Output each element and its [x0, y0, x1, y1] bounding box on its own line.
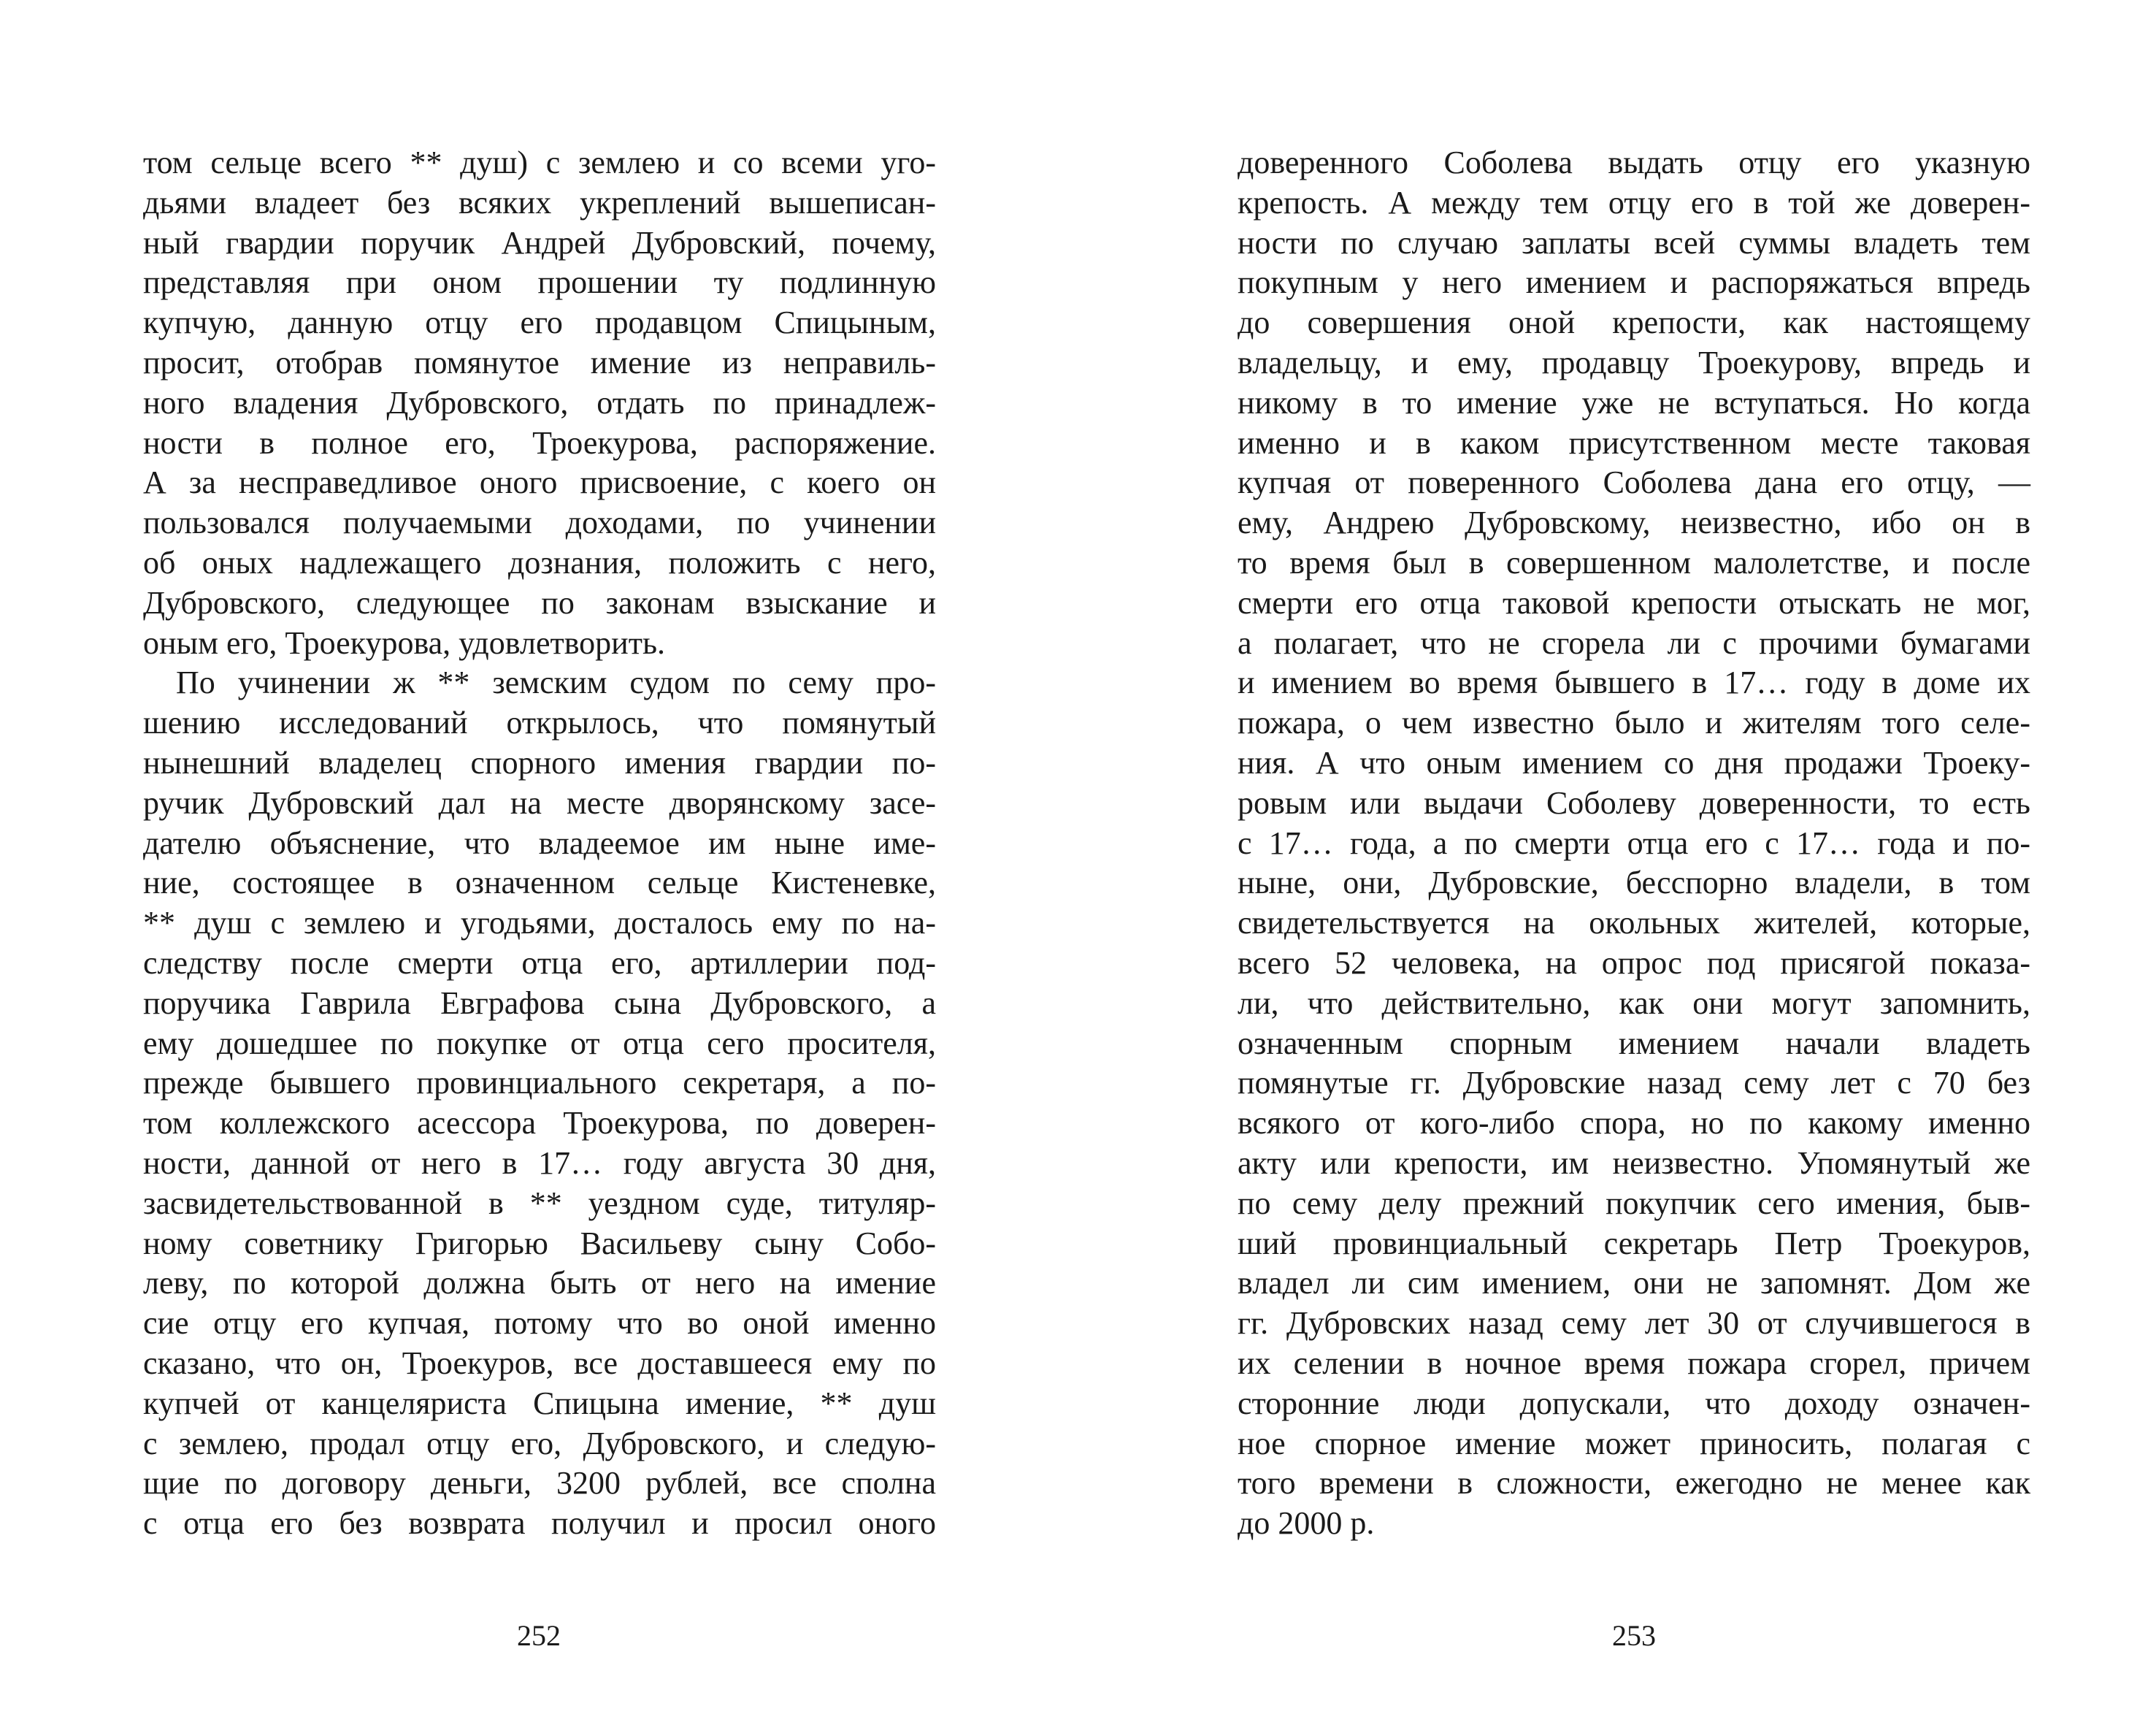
- text-line: доверенного Соболева выдать отцу его указную: [1238, 145, 2030, 180]
- text-line: гг. Дубровских назад сему лет 30 от случившегося в: [1238, 1305, 2030, 1342]
- text-line: ему, Андрею Дубровскому, неизвестно, ибо он в: [1238, 505, 2030, 541]
- text-line: По учинении ж ** земским судом по сему про-: [176, 665, 936, 701]
- text-line: ности, данной от него в 17… году августа 30 дня,: [143, 1144, 936, 1181]
- text-line: следству после смерти отца его, артиллерии под-: [143, 944, 936, 981]
- text-line: сказано, что он, Троекуров, все доставшееся ему по: [143, 1345, 936, 1381]
- text-line: помянутые гг. Дубровские назад сему лет с 70 без: [1238, 1065, 2030, 1101]
- text-line: А за несправедливое оного присвоение, с коего он: [143, 464, 936, 501]
- text-line: владельцу, и ему, продавцу Троекурову, впредь и: [1238, 344, 2030, 380]
- text-line: именно и в каком присутственном месте таковая: [1238, 424, 2030, 461]
- text-line: щие по договору деньги, 3200 рублей, все сполна: [143, 1465, 936, 1502]
- text-line: том коллежского асессора Троекурова, по доверен-: [143, 1105, 936, 1141]
- text-line: купчая от поверенного Соболева дана его отцу, —: [1238, 464, 2030, 501]
- text-line: оным его, Троекурова, удовлетворить.: [143, 624, 666, 661]
- text-line: акту или крепости, им неизвестно. Упомянутый же: [1238, 1144, 2030, 1181]
- text-line: ности в полное его, Троекурова, распоряжение.: [143, 424, 936, 461]
- text-line: ** душ с землею и угодьями, досталось ему по на-: [143, 905, 936, 941]
- text-line: того времени в сложности, ежегодно не менее как: [1238, 1465, 2030, 1502]
- text-line: с землею, продал отцу его, Дубровского, и следую-: [143, 1425, 936, 1461]
- right-page: [1078, 0, 2156, 1725]
- text-line: ли, что действительно, как они могут запомнить,: [1238, 984, 2030, 1021]
- text-line: а полагает, что не сгорела ли с прочими бумагами: [1238, 624, 2030, 661]
- text-line: дьями владеет без всяких укреплений вышеписан-: [143, 184, 936, 221]
- text-line: нынешний владелец спорного имения гвардии по-: [143, 744, 936, 781]
- text-line: с отца его без возврата получил и просил оного: [143, 1505, 936, 1542]
- text-line: с 17… года, а по смерти отца его с 17… года и по-: [1238, 825, 2030, 861]
- text-line: до 2000 р.: [1238, 1505, 1375, 1542]
- text-line: представляя при оном прошении ту подлинную: [143, 264, 936, 301]
- text-line: ныне, они, Дубровские, бесспорно владели, в том: [1238, 865, 2030, 901]
- text-line: то время был в совершенном малолетстве, и после: [1238, 544, 2030, 581]
- text-line: смерти его отца таковой крепости отыскать не мог,: [1238, 584, 2030, 621]
- text-line: и имением во время бывшего в 17… году в доме их: [1238, 665, 2030, 701]
- left-page-text: [143, 143, 936, 1544]
- text-line: ему дошедшее по покупке от отца сего просителя,: [143, 1025, 936, 1061]
- text-line: покупным у него имением и распоряжаться впредь: [1238, 264, 2030, 301]
- text-line: дателю объяснение, что владеемое им ныне име-: [143, 825, 936, 861]
- text-line: том сельце всего ** душ) с землею и со всеми уго-: [143, 145, 936, 180]
- text-line: ности по случаю заплаты всей суммы владеть тем: [1238, 224, 2030, 261]
- text-line: об оных надлежащего дознания, положить с него,: [143, 544, 936, 581]
- text-line: пожара, о чем известно было и жителям того селе-: [1238, 705, 2030, 741]
- text-line: сторонние люди допускали, что доходу означен-: [1238, 1385, 2030, 1421]
- right-page-number: 253: [1612, 1619, 1656, 1652]
- text-line: просит, отобрав помянутое имение из неправиль-: [143, 344, 936, 380]
- text-line: сие отцу его купчая, потому что во оной именно: [143, 1305, 936, 1342]
- right-page-text: [1238, 143, 2030, 1544]
- text-line: засвидетельствованной в ** уездном суде, титуляр-: [143, 1185, 936, 1221]
- text-line: ший провинциальный секретарь Петр Троекуров,: [1238, 1225, 2030, 1261]
- left-page-number: 252: [517, 1619, 561, 1652]
- text-line: всего 52 человека, на опрос под присягой показа-: [1238, 944, 2030, 981]
- text-line: всякого от кого-либо спора, но по какому именно: [1238, 1105, 2030, 1141]
- text-line: Дубровского, следующее по законам взыскание и: [143, 584, 936, 621]
- text-line: означенным спорным имением начали владеть: [1238, 1025, 2030, 1061]
- text-line: до совершения оной крепости, как настоящему: [1238, 305, 2030, 341]
- text-line: прежде бывшего провинциального секретаря, а по-: [143, 1065, 936, 1101]
- text-line: леву, по которой должна быть от него на имение: [143, 1265, 936, 1301]
- text-line: ния. А что оным имением со дня продажи Троеку-: [1238, 744, 2030, 781]
- text-line: ние, состоящее в означенном сельце Кистеневке,: [143, 865, 936, 901]
- text-line: пользовался получаемыми доходами, по учинении: [143, 505, 936, 541]
- text-line: ровым или выдачи Соболеву доверенности, то есть: [1238, 784, 2030, 821]
- text-line: шению исследований открылось, что помянутый: [143, 705, 936, 741]
- text-line: крепость. А между тем отцу его в той же доверен-: [1238, 184, 2030, 221]
- text-line: поручика Гаврила Евграфова сына Дубровского, а: [143, 984, 936, 1021]
- text-line: по сему делу прежний покупчик сего имения, быв-: [1238, 1185, 2030, 1221]
- text-line: ному советнику Григорью Васильеву сыну Собо-: [143, 1225, 936, 1261]
- text-line: купчую, данную отцу его продавцом Спицыным,: [143, 305, 936, 341]
- text-line: ручик Дубровский дал на месте дворянскому засе-: [143, 784, 936, 821]
- text-line: их селении в ночное время пожара сгорел, причем: [1238, 1345, 2030, 1381]
- text-line: никому в то имение уже не вступаться. Но когда: [1238, 384, 2030, 421]
- text-line: купчей от канцеляриста Спицына имение, ** душ: [143, 1385, 936, 1421]
- text-line: владел ли сим имением, они не запомнят. Дом же: [1238, 1265, 2030, 1301]
- text-line: ного владения Дубровского, отдать по принадлеж-: [143, 384, 936, 421]
- text-line: свидетельствуется на окольных жителей, которые,: [1238, 905, 2030, 941]
- text-line: ное спорное имение может приносить, полагая с: [1238, 1425, 2030, 1461]
- text-line: ный гвардии поручик Андрей Дубровский, почему,: [143, 224, 936, 261]
